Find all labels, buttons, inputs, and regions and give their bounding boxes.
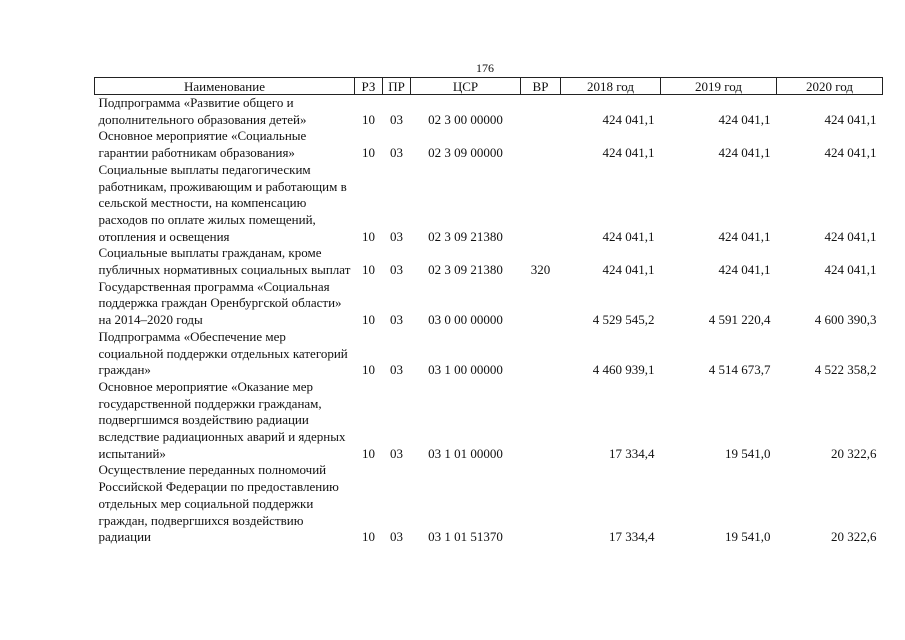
- row-csr: 03 1 01 51370: [428, 529, 503, 545]
- row-2018: 424 041,1: [602, 228, 655, 244]
- header-vr: ВР: [521, 78, 561, 95]
- page-number: 176: [476, 61, 494, 75]
- row-csr: 02 3 09 00000: [428, 145, 503, 161]
- row-csr: 02 3 00 00000: [428, 111, 503, 127]
- table-row: [95, 95, 883, 129]
- row-name: Подпрограмма «Развитие общего и дополнительного образования детей»: [98, 95, 307, 127]
- row-2018: 17 334,4: [609, 445, 655, 461]
- header-pr: ПР: [383, 78, 411, 95]
- row-vr: [521, 95, 561, 129]
- row-csr: 03 0 00 00000: [428, 312, 503, 328]
- row-name: Социальные выплаты педагогическим работникам, проживающим и работающим в сельской местности, на компенсацию расходов по оплате жилых помещений, отопления и освещения: [98, 161, 347, 244]
- row-rz: 10: [362, 111, 375, 127]
- row-name: Основное мероприятие «Социальные гарантии работникам образования»: [98, 128, 307, 161]
- table-row: [95, 462, 883, 546]
- row-rz: 10: [362, 145, 375, 161]
- header-2019: 2019 год: [661, 78, 777, 95]
- row-2018: 424 041,1: [602, 145, 655, 161]
- row-2020: 424 041,1: [824, 111, 877, 127]
- table-row: [95, 162, 883, 246]
- row-csr: 03 1 00 00000: [428, 362, 503, 378]
- row-2020: 424 041,1: [824, 145, 877, 161]
- row-vr: 320: [530, 262, 551, 278]
- row-pr: 03: [390, 312, 403, 328]
- row-2019: 424 041,1: [718, 262, 771, 278]
- row-pr: 03: [390, 529, 403, 545]
- row-2018: 424 041,1: [602, 111, 655, 127]
- row-pr: 03: [390, 262, 403, 278]
- table-row: [95, 245, 883, 278]
- row-2020: 424 041,1: [824, 262, 877, 278]
- row-rz: 10: [362, 312, 375, 328]
- table-row: [95, 379, 883, 463]
- row-2020: 20 322,6: [831, 445, 877, 461]
- row-2020: 4 522 358,2: [814, 362, 877, 378]
- row-2020: 424 041,1: [824, 228, 877, 244]
- row-2018: 4 529 545,2: [592, 312, 655, 328]
- row-2019: 19 541,0: [725, 529, 771, 545]
- row-pr: 03: [390, 362, 403, 378]
- row-2019: 4 591 220,4: [708, 312, 771, 328]
- row-2019: 424 041,1: [718, 145, 771, 161]
- row-rz: 10: [362, 228, 375, 244]
- row-vr: [521, 128, 561, 161]
- row-vr: [521, 379, 561, 463]
- table-row: [95, 279, 883, 329]
- table-header-row: [95, 78, 883, 95]
- row-rz: 10: [362, 362, 375, 378]
- row-2020: 20 322,6: [831, 529, 877, 545]
- row-rz: 10: [362, 529, 375, 545]
- row-rz: 10: [362, 262, 375, 278]
- row-vr: [521, 329, 561, 379]
- header-2020: 2020 год: [777, 78, 883, 95]
- row-2020: 4 600 390,3: [814, 312, 877, 328]
- row-csr: 03 1 01 00000: [428, 445, 503, 461]
- row-2019: 424 041,1: [718, 228, 771, 244]
- row-name: Государственная программа «Социальная поддержка граждан Оренбургской области» на 2014–2020 годы: [98, 278, 342, 328]
- row-name: Социальные выплаты гражданам, кроме публичных нормативных социальных выплат: [98, 245, 351, 278]
- row-pr: 03: [390, 111, 403, 127]
- row-2018: 17 334,4: [609, 529, 655, 545]
- row-csr: 02 3 09 21380: [428, 262, 503, 278]
- table-row: [95, 128, 883, 161]
- row-name: Осуществление переданных полномочий Российской Федерации по предоставлению отдельных мер социальной поддержки граждан, подвергшихся воздействию радиации: [98, 462, 339, 545]
- row-rz: 10: [362, 445, 375, 461]
- row-vr: [521, 162, 561, 246]
- row-vr: [521, 279, 561, 329]
- row-2018: 424 041,1: [602, 262, 655, 278]
- budget-table: [94, 77, 883, 546]
- row-pr: 03: [390, 145, 403, 161]
- table-row: [95, 329, 883, 379]
- header-2018: 2018 год: [561, 78, 661, 95]
- row-pr: 03: [390, 445, 403, 461]
- row-2019: 424 041,1: [718, 111, 771, 127]
- row-name: Подпрограмма «Обеспечение мер социальной поддержки отдельных категорий граждан»: [98, 328, 348, 378]
- header-rz: РЗ: [355, 78, 383, 95]
- row-2018: 4 460 939,1: [592, 362, 655, 378]
- row-pr: 03: [390, 228, 403, 244]
- table-body: [95, 95, 883, 546]
- row-csr: 02 3 09 21380: [428, 228, 503, 244]
- row-vr: [521, 462, 561, 546]
- header-name: Наименование: [95, 78, 355, 95]
- row-2019: 4 514 673,7: [708, 362, 771, 378]
- header-csr: ЦСР: [411, 78, 521, 95]
- row-name: Основное мероприятие «Оказание мер государственной поддержки гражданам, подвергшимся воздействию радиации вследствие радиационных аварий и ядерных испытаний»: [98, 378, 346, 461]
- row-2019: 19 541,0: [725, 445, 771, 461]
